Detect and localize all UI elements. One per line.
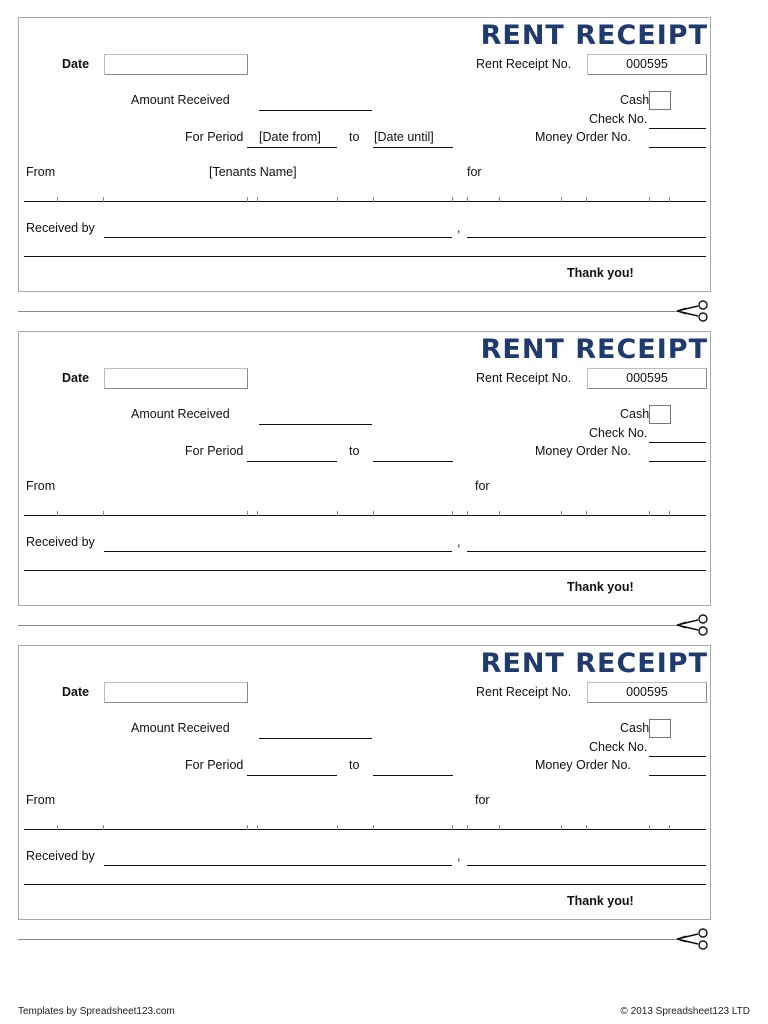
grid-tick	[103, 197, 104, 202]
amount-received-label: Amount Received	[131, 721, 230, 735]
grid-tick	[467, 197, 468, 202]
amount-received-line[interactable]	[259, 424, 372, 425]
footer-left: Templates by Spreadsheet123.com	[18, 1006, 175, 1017]
grid-tick	[247, 825, 248, 830]
received-by-label: Received by	[26, 849, 95, 863]
cash-checkbox[interactable]	[649, 405, 671, 424]
footer-right: © 2013 Spreadsheet123 LTD	[620, 1006, 750, 1017]
date-field[interactable]	[104, 54, 248, 75]
period-from-line[interactable]	[247, 461, 337, 462]
from-line[interactable]	[24, 829, 706, 830]
period-from-line[interactable]	[247, 147, 337, 148]
received-by-line[interactable]	[104, 865, 452, 866]
amount-received-label: Amount Received	[131, 93, 230, 107]
grid-tick	[257, 511, 258, 516]
grid-tick	[499, 197, 500, 202]
date-field[interactable]	[104, 682, 248, 703]
date-label: Date	[62, 685, 90, 699]
grid-tick	[337, 825, 338, 830]
period-until-line[interactable]	[373, 775, 453, 776]
date-label: Date	[62, 57, 90, 71]
extra-line[interactable]	[24, 884, 706, 885]
signature-line[interactable]	[467, 865, 706, 866]
grid-tick	[247, 197, 248, 202]
grid-tick	[561, 197, 562, 202]
grid-tick	[586, 511, 587, 516]
period-label: For Period	[185, 758, 244, 772]
check-number-line[interactable]	[649, 756, 706, 757]
money-order-line[interactable]	[649, 461, 706, 462]
grid-tick	[373, 825, 374, 830]
period-until-line[interactable]	[373, 147, 453, 148]
grid-tick	[669, 511, 670, 516]
check-number-label: Check No.	[589, 112, 648, 126]
period-to-label: to	[349, 130, 360, 144]
from-line[interactable]	[24, 515, 706, 516]
receipt-number-label: Rent Receipt No.	[476, 371, 572, 385]
cash-checkbox[interactable]	[649, 719, 671, 738]
receipt-number-value: 000595	[626, 371, 668, 385]
for-label: for	[475, 479, 490, 493]
period-until-value: [Date until]	[374, 130, 434, 144]
scissors-icon	[676, 299, 712, 323]
money-order-label: Money Order No.	[535, 130, 631, 144]
rent-receipt-2	[18, 331, 711, 606]
receipt-number-label: Rent Receipt No.	[476, 685, 572, 699]
rent-receipt-3	[18, 645, 711, 920]
money-order-label: Money Order No.	[535, 758, 631, 772]
period-to-label: to	[349, 444, 360, 458]
period-label: For Period	[185, 130, 244, 144]
signature-line[interactable]	[467, 551, 706, 552]
tenant-name-value: [Tenants Name]	[209, 165, 297, 179]
amount-received-line[interactable]	[259, 738, 372, 739]
grid-tick	[57, 511, 58, 516]
grid-tick	[103, 511, 104, 516]
extra-line[interactable]	[24, 570, 706, 571]
grid-tick	[561, 511, 562, 516]
signature-line[interactable]	[467, 237, 706, 238]
comma-separator: ,	[457, 535, 461, 549]
cut-line	[18, 939, 678, 940]
period-from-line[interactable]	[247, 775, 337, 776]
receipt-title: RENT RECEIPT	[480, 648, 708, 679]
grid-tick	[499, 825, 500, 830]
receipt-number-value: 000595	[626, 57, 668, 71]
grid-tick	[467, 825, 468, 830]
receipt-number-field[interactable]	[587, 368, 707, 389]
receipt-number-value: 000595	[626, 685, 668, 699]
grid-tick	[337, 197, 338, 202]
grid-tick	[561, 825, 562, 830]
receipt-number-label: Rent Receipt No.	[476, 57, 572, 71]
receipt-title: RENT RECEIPT	[480, 20, 708, 51]
money-order-line[interactable]	[649, 775, 706, 776]
cut-line	[18, 311, 678, 312]
check-number-line[interactable]	[649, 128, 706, 129]
grid-tick	[103, 825, 104, 830]
period-until-line[interactable]	[373, 461, 453, 462]
thank-you-text: Thank you!	[567, 894, 634, 908]
period-from-value: [Date from]	[259, 130, 321, 144]
grid-tick	[669, 197, 670, 202]
thank-you-text: Thank you!	[567, 580, 634, 594]
from-line[interactable]	[24, 201, 706, 202]
receipt-number-field[interactable]	[587, 682, 707, 703]
grid-tick	[669, 825, 670, 830]
from-label: From	[26, 165, 56, 179]
grid-tick	[586, 825, 587, 830]
grid-tick	[257, 825, 258, 830]
receipt-number-field[interactable]	[587, 54, 707, 75]
for-label: for	[475, 793, 490, 807]
received-by-line[interactable]	[104, 237, 452, 238]
grid-tick	[467, 511, 468, 516]
grid-tick	[452, 825, 453, 830]
extra-line[interactable]	[24, 256, 706, 257]
grid-tick	[337, 511, 338, 516]
grid-tick	[649, 825, 650, 830]
from-label: From	[26, 479, 56, 493]
grid-tick	[452, 511, 453, 516]
grid-tick	[586, 197, 587, 202]
received-by-line[interactable]	[104, 551, 452, 552]
amount-received-label: Amount Received	[131, 407, 230, 421]
cut-line	[18, 625, 678, 626]
from-label: From	[26, 793, 56, 807]
cash-label: Cash	[620, 407, 650, 421]
money-order-line[interactable]	[649, 147, 706, 148]
thank-you-text: Thank you!	[567, 266, 634, 280]
comma-separator: ,	[457, 221, 461, 235]
grid-tick	[499, 511, 500, 516]
grid-tick	[57, 197, 58, 202]
money-order-label: Money Order No.	[535, 444, 631, 458]
cash-label: Cash	[620, 93, 650, 107]
date-field[interactable]	[104, 368, 248, 389]
grid-tick	[452, 197, 453, 202]
comma-separator: ,	[457, 849, 461, 863]
grid-tick	[373, 197, 374, 202]
check-number-label: Check No.	[589, 740, 648, 754]
grid-tick	[373, 511, 374, 516]
grid-tick	[57, 825, 58, 830]
received-by-label: Received by	[26, 221, 95, 235]
check-number-line[interactable]	[649, 442, 706, 443]
date-label: Date	[62, 371, 90, 385]
scissors-icon	[676, 613, 712, 637]
scissors-icon	[676, 927, 712, 951]
amount-received-line[interactable]	[259, 110, 372, 111]
grid-tick	[649, 511, 650, 516]
period-label: For Period	[185, 444, 244, 458]
cash-label: Cash	[620, 721, 650, 735]
cash-checkbox[interactable]	[649, 91, 671, 110]
rent-receipt-1	[18, 17, 711, 292]
check-number-label: Check No.	[589, 426, 648, 440]
received-by-label: Received by	[26, 535, 95, 549]
grid-tick	[649, 197, 650, 202]
period-to-label: to	[349, 758, 360, 772]
receipt-title: RENT RECEIPT	[480, 334, 708, 365]
grid-tick	[247, 511, 248, 516]
for-label: for	[467, 165, 482, 179]
grid-tick	[257, 197, 258, 202]
